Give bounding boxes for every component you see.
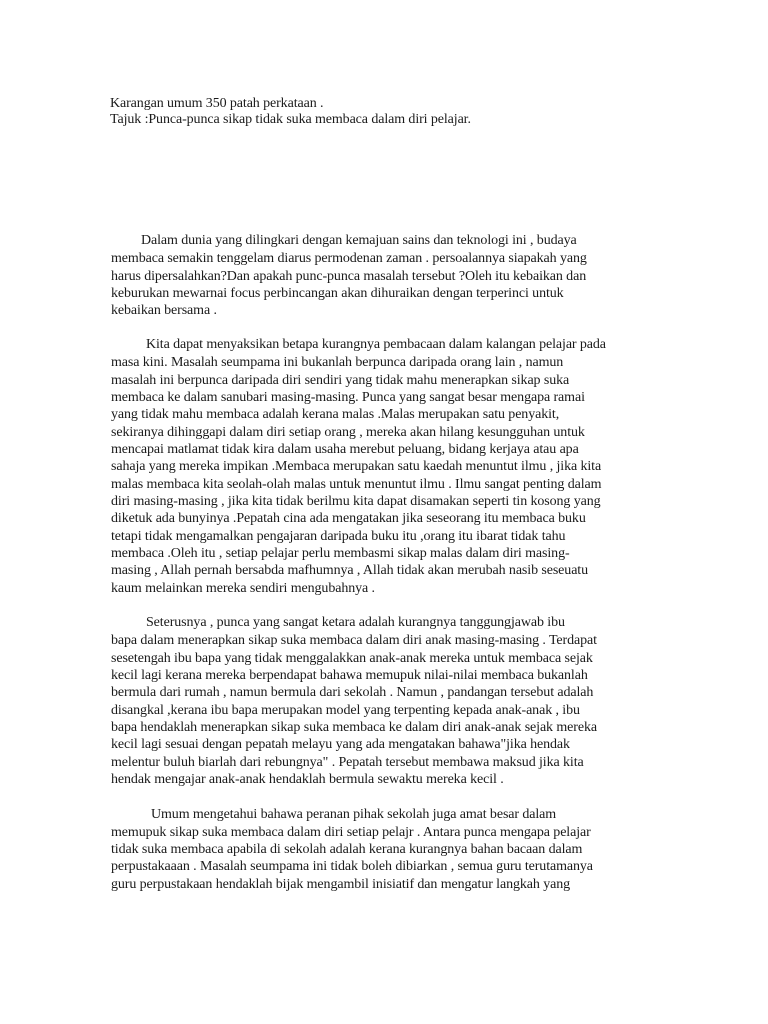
- paragraph-line: memupuk sikap suka membaca dalam diri setiap pelajr . Antara punca mengapa pelajar: [111, 825, 591, 840]
- document-title: Tajuk :Punca-punca sikap tidak suka membaca dalam diri pelajar.: [110, 112, 471, 127]
- paragraph-line: harus dipersalahkan?Dan apakah punc-punca masalah tersebut ?Oleh itu kebaikan dan: [111, 269, 587, 284]
- paragraph-line: yang tidak mahu membaca adalah kerana malas .Malas merupakan satu penyakit,: [111, 407, 560, 422]
- paragraph-line: Umum mengetahui bahawa peranan pihak sekolah juga amat besar dalam: [151, 807, 557, 822]
- paragraph-line: diketuk ada bunyinya .Pepatah cina ada mengatakan jika seseorang itu membaca buku: [111, 511, 586, 526]
- paragraph-line: masing , Allah pernah bersabda mafhumnya , Allah tidak akan merubah nasib seseuatu: [111, 563, 588, 578]
- paragraph-line: disangkal ,kerana ibu bapa merupakan model yang terpenting kepada anak-anak , ibu: [111, 703, 580, 718]
- paragraph-line: tidak suka membaca apabila di sekolah adalah kerana kurangnya bahan bacaan dalam: [111, 842, 583, 857]
- paragraph-line: Dalam dunia yang dilingkari dengan kemajuan sains dan teknologi ini , budaya: [141, 233, 577, 248]
- paragraph-line: Kita dapat menyaksikan betapa kurangnya pembacaan dalam kalangan pelajar pada: [146, 337, 606, 352]
- document-subtitle: Karangan umum 350 patah perkataan .: [110, 96, 324, 111]
- paragraph-line: masa kini. Masalah seumpama ini bukanlah berpunca daripada orang lain , namun: [111, 355, 564, 370]
- paragraph-line: kecil lagi kerana mereka berpendapat bahawa memupuk nilai-nilai membaca bukanlah: [111, 668, 588, 683]
- paragraph-line: tetapi tidak mengamalkan pengajaran daripada buku itu ,orang itu ibarat tidak tahu: [111, 529, 566, 544]
- paragraph-line: bapa dalam menerapkan sikap suka membaca dalam diri anak masing-masing . Terdapat: [111, 633, 597, 648]
- paragraph-line: masalah ini berpunca daripada diri sendiri yang tidak mahu menerapkan sikap suka: [111, 373, 570, 388]
- paragraph-line: sesetengah ibu bapa yang tidak menggalakkan anak-anak mereka untuk membaca sejak: [111, 651, 593, 666]
- paragraph-line: Seterusnya , punca yang sangat ketara adalah kurangnya tanggungjawab ibu: [146, 615, 565, 630]
- paragraph-line: sahaja yang mereka impikan .Membaca merupakan satu kaedah menuntut ilmu , jika kita: [111, 459, 602, 474]
- paragraph-line: kebaikan bersama .: [111, 303, 217, 318]
- paragraph-line: diri masing-masing , jika kita tidak berilmu kita dapat disamakan seperti tin kosong yang: [111, 494, 601, 509]
- paragraph-line: membaca semakin tenggelam diarus permodenan zaman . persoalannya siapakah yang: [111, 251, 587, 266]
- paragraph-line: membaca ke dalam sanubari masing-masing. Punca yang sangat besar mengapa ramai: [111, 390, 585, 405]
- paragraph-line: keburukan mewarnai focus perbincangan akan dihuraikan dengan terperinci untuk: [111, 286, 564, 301]
- paragraph-line: sekiranya dihinggapi dalam diri setiap orang , mereka akan hilang kesungguhan untuk: [111, 425, 585, 440]
- paragraph-line: perpustakaaan . Masalah seumpama ini tidak boleh dibiarkan , semua guru terutamanya: [111, 859, 593, 874]
- paragraph-line: hendak mengajar anak-anak hendaklah bermula sewaktu mereka kecil .: [111, 772, 504, 787]
- paragraph-line: bapa hendaklah menerapkan sikap suka membaca ke dalam diri anak-anak sejak mereka: [111, 720, 597, 735]
- paragraph-line: kaum melainkan mereka sendiri mengubahnya .: [111, 581, 375, 596]
- paragraph-line: malas membaca kita seolah-olah malas untuk menuntut ilmu . Ilmu sangat penting dalam: [111, 477, 602, 492]
- paragraph-line: mencapai matlamat tidak kira dalam usaha merebut peluang, bidang kerjaya atau apa: [111, 442, 579, 457]
- paragraph-line: kecil lagi sesuai dengan pepatah melayu yang ada mengatakan bahawa"jika hendak: [111, 737, 570, 752]
- paragraph-line: membaca .Oleh itu , setiap pelajar perlu membasmi sikap malas dalam diri masing-: [111, 546, 570, 561]
- paragraph-line: guru perpustakaan hendaklah bijak mengambil inisiatif dan mengatur langkah yang: [111, 877, 571, 892]
- paragraph-line: bermula dari rumah , namun bermula dari sekolah . Namun , pandangan tersebut adalah: [111, 685, 594, 700]
- paragraph-line: melentur buluh biarlah dari rebungnya" . Pepatah tersebut membawa maksud jika kita: [111, 755, 584, 770]
